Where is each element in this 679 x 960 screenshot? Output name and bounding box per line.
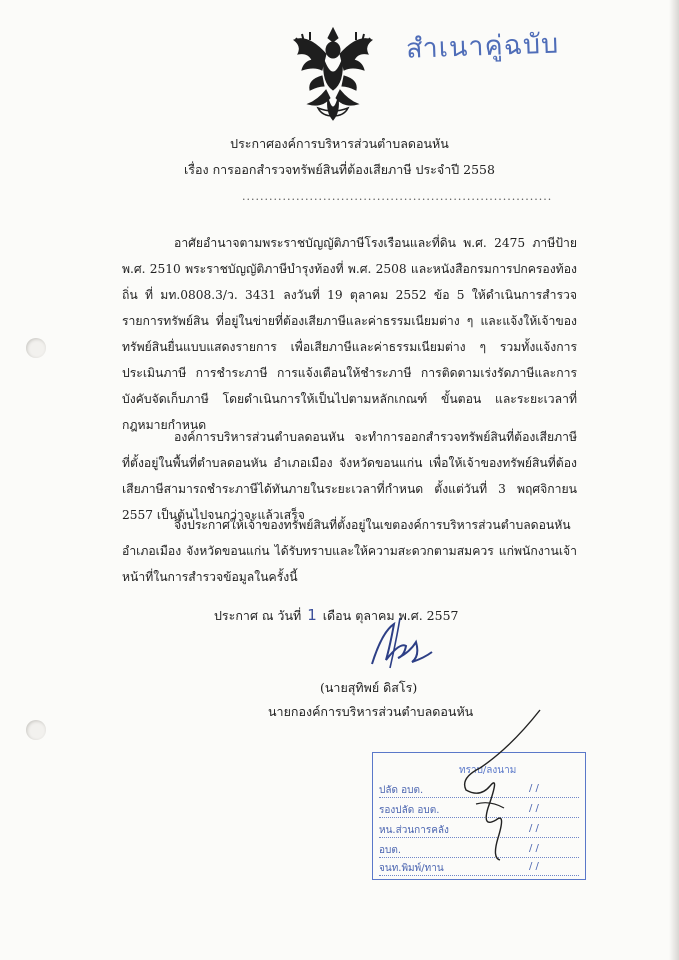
paragraph-2-text: องค์การบริหารส่วนตำบลดอนหัน จะทำการออกสำรวจทรัพย์สินที่ต้องเสียภาษีที่ตั้งอยู่ในพื้นที่ตำบลดอนหัน อำเภอเมือง จังหวัดขอนแก่น เพื่อให้เจ้าของทรัพย์สินที่ต้องเสียภาษีสามารถชำระภาษีได้ทันภายในระยะเวลาที่กำหนด ตั้งแต่วันที่ 3 พฤศจิกายน 2557 เป็นต้นไปจนกว่าจะแล้วเสร็จ — [122, 430, 577, 522]
routing-row-date: / / — [529, 823, 539, 834]
garuda-emblem-icon — [288, 24, 378, 122]
title-separator: ..................................................................... — [242, 190, 553, 203]
routing-row-label: อบต. — [379, 845, 402, 856]
announcement-subject: เรื่อง การออกสำรวจทรัพย์สินที่ต้องเสียภาษี ประจำปี 2558 — [184, 162, 495, 177]
routing-row-label: ปลัด อบต. — [379, 785, 424, 796]
handwritten-scribble-icon — [430, 708, 570, 868]
paragraph-1-text: อาศัยอำนาจตามพระราชบัญญัติภาษีโรงเรือนและที่ดิน พ.ศ. 2475 ภาษีป้าย พ.ศ. 2510 พระราชบัญญัติภาษีบำรุงท้องที่ พ.ศ. 2508 และหนังสือกรมการปกครองท้องถิ่น ที่ มท.0808.3/ว. 3431 ลงวันที่ 19 ตุลาคม 2552 ข้อ 5 ให้ดำเนินการสำรวจรายการทรัพย์สิน ที่อยู่ในข่ายที่ต้องเสียภาษีและค่าธรรมเนียมต่าง ๆ และแจ้งให้เจ้าของทรัพย์สินยื่นแบบแสดงรายการ เพื่อเสียภาษีและค่าธรรมเนียมต่าง ๆ รวมทั้งแจ้งการประเมินภาษี การชำระภาษี การแจ้งเตือนให้ชำระภาษี การติดตามเร่งรัดภาษีและการบังคับจัดเก็บภาษี โดยดำเนินการให้เป็นไปตามหลักเกณฑ์ ขั้นตอน และระยะเวลาที่กฎหมายกำหนด — [122, 236, 577, 432]
copy-stamp: สำเนาคู่ฉบับ — [405, 28, 560, 65]
routing-row-label: รองปลัด อบต. — [379, 805, 440, 816]
routing-row-label: หน.ส่วนการคลัง — [379, 825, 449, 836]
paragraph-1 — [122, 230, 577, 438]
announcement-title: ประกาศองค์การบริหารส่วนตำบลดอนหัน — [230, 136, 449, 151]
routing-row-date: / / — [529, 861, 539, 872]
signer-name: (นายสุทิพย์ ดิสโร) — [320, 680, 418, 695]
routing-header: ทราบ/ลงนาม — [459, 765, 517, 776]
paragraph-3 — [122, 512, 577, 590]
paragraph-3-text: จึงประกาศให้เจ้าของทรัพย์สินที่ตั้งอยู่ในเขตองค์การบริหารส่วนตำบลดอนหัน อำเภอเมือง จังหวัดขอนแก่น ได้รับทราบและให้ความสะดวกตามสมควร แก่พนักงานเจ้าหน้าที่ในการสำรวจข้อมูลในครั้งนี้ — [122, 518, 577, 584]
routing-row-date: / / — [529, 843, 539, 854]
date-month-year: เดือน ตุลาคม พ.ศ. 2557 — [322, 608, 459, 623]
signer-position: นายกองค์การบริหารส่วนตำบลดอนหัน — [268, 704, 474, 719]
signature-icon — [360, 612, 450, 672]
punch-hole-bottom — [26, 720, 46, 740]
punch-hole-top — [26, 338, 46, 358]
date-prefix: ประกาศ ณ วันที่ — [214, 608, 302, 623]
date-day: 1 — [307, 606, 317, 624]
routing-row-date: / / — [529, 803, 539, 814]
routing-row-date: / / — [529, 783, 539, 794]
routing-row-label: จนท.พิมพ์/ทาน — [379, 863, 444, 874]
